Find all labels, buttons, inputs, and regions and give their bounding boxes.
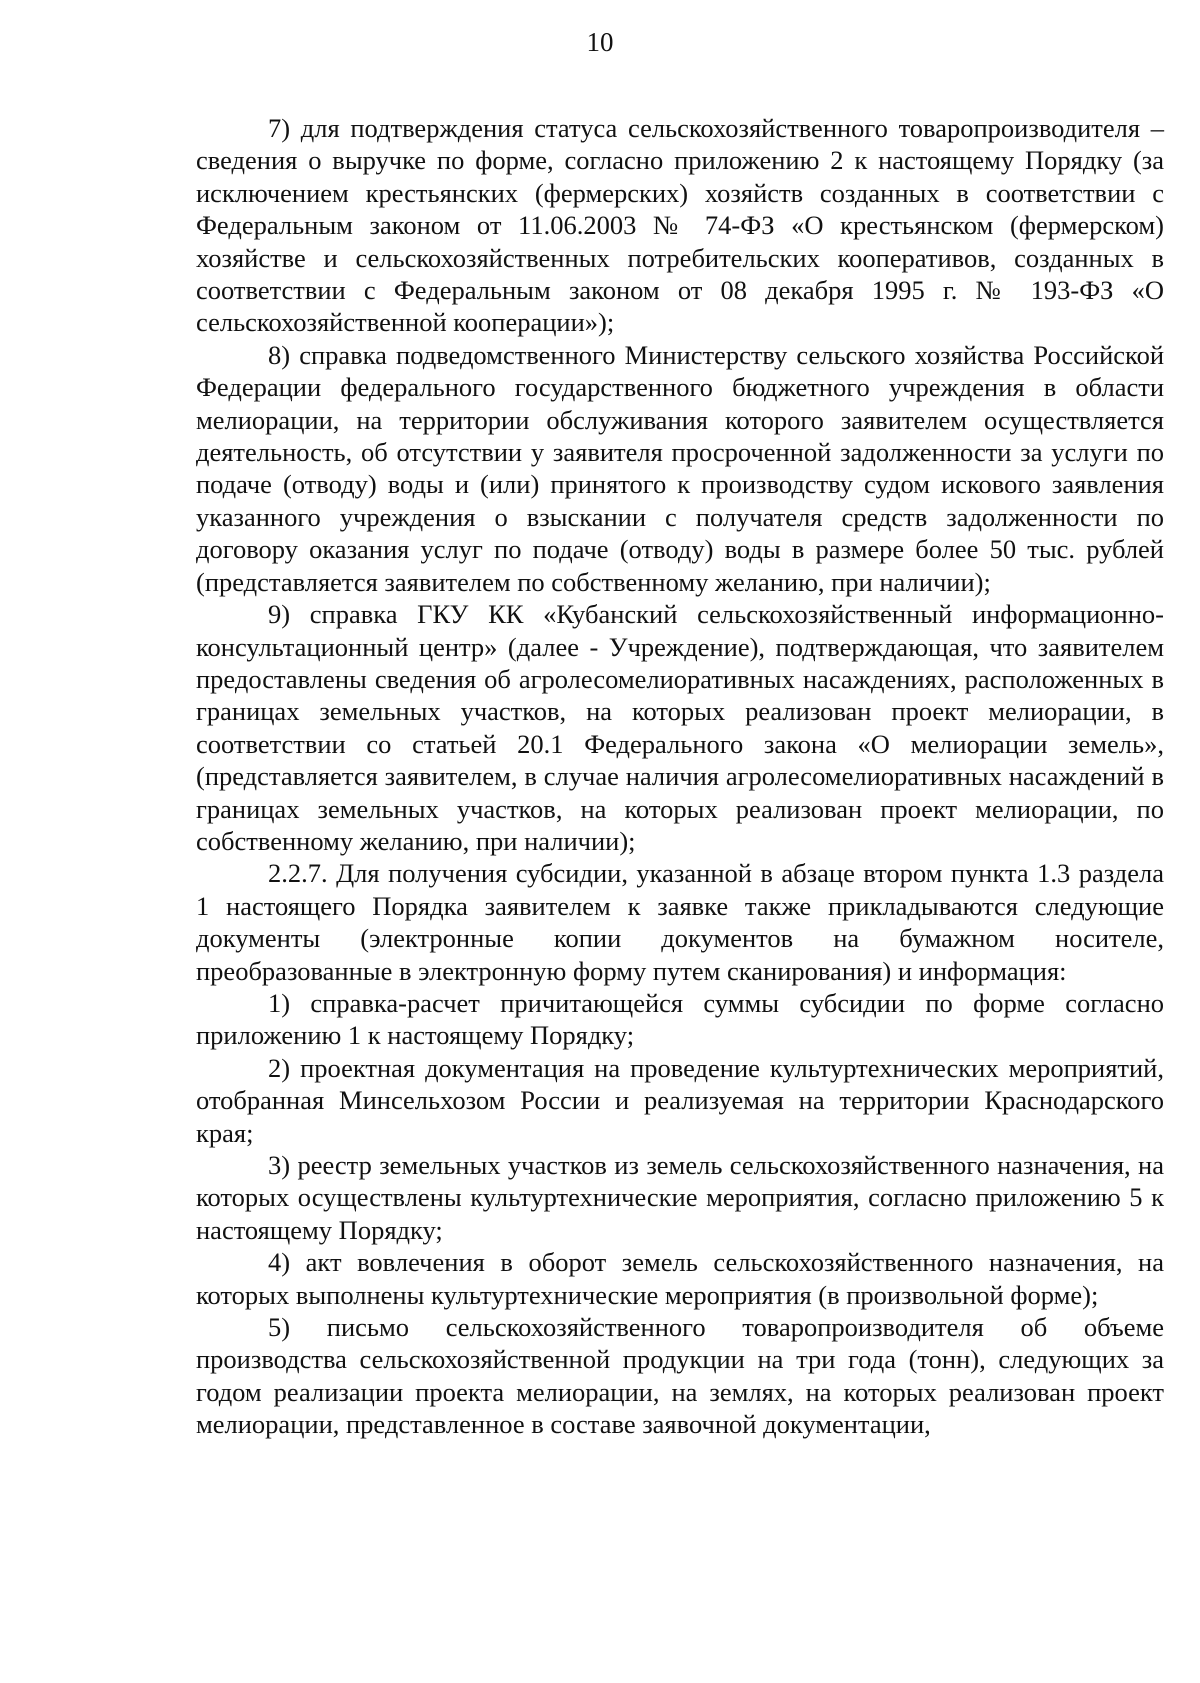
paragraph-clause-2-2-7: 2.2.7. Для получения субсидии, указанной в абзаце втором пункта 1.3 раздела 1 настоящего Порядка заявителем к заявке также прикладываются следующие документы (электронные копии документов на бумажном носителе, преобразованные в электронную форму путем сканирования) и информация: — [196, 858, 1164, 986]
paragraph-item-2: 2) проектная документация на проведение культуртехнических мероприятий, отобранная Минсельхозом России и реализуемая на территории Краснодарского края; — [196, 1052, 1164, 1148]
paragraph-item-9: 9) справка ГКУ КК «Кубанский сельскохозяйственный информационно-консультационный центр» (далее - Учреждение), подтверждающая, что заявителем предоставлены сведения об агролесомелиоративных насаждениях, расположенных в границах земельных участков, на которых реализован проект мелиорации, в соответствии со статьей 20.1 Федерального закона «О мелиорации земель», (представляется заявителем, в случае наличия агролесомелиоративных насаждений в границах земельных участков, на которых реализован проект мелиорации, по собственному желанию, при наличии); — [196, 599, 1164, 856]
paragraph-item-1: 1) справка-расчет причитающейся суммы субсидии по форме согласно приложению 1 к настоящему Порядку; — [196, 987, 1164, 1051]
paragraph-item-7: 7) для подтверждения статуса сельскохозяйственного товаропроизводителя – сведения о выручке по форме, согласно приложению 2 к настоящему Порядку (за исключением крестьянских (фермерских) хозяйств созданных в соответствии с Федеральным законом от 11.06.2003 № 74-ФЗ «О крестьянском (фермерском) хозяйстве и сельскохозяйственных потребительских кооперативов, созданных в соответствии с Федеральным законом от 08 декабря 1995 г. № 193-ФЗ «О сельскохозяйственной кооперации»); — [196, 113, 1164, 338]
page-number: 10 — [586, 27, 614, 57]
paragraph-item-8: 8) справка подведомственного Министерству сельского хозяйства Российской Федерации федерального государственного бюджетного учреждения в области мелиорации, на территории обслуживания которого заявителем осуществляется деятельность, об отсутствии у заявителя просроченной задолженности за услуги по подаче (отводу) воды и (или) принятого к производству судом искового заявления указанного учреждения о взыскании с получателя средств задолженности по договору оказания услуг по подаче (отводу) воды в размере более 50 тыс. рублей (представляется заявителем по собственному желанию, при наличии); — [196, 339, 1164, 597]
paragraph-item-5: 5) письмо сельскохозяйственного товаропроизводителя об объеме производства сельскохозяйственной продукции на три года (тонн), следующих за годом реализации проекта мелиорации, на землях, на которых реализован проект мелиорации, представленное в составе заявочной документации, — [196, 1312, 1164, 1440]
paragraph-item-3: 3) реестр земельных участков из земель сельскохозяйственного назначения, на которых осуществлены культуртехнические мероприятия, согласно приложению 5 к настоящему Порядку; — [196, 1150, 1164, 1245]
paragraph-item-4: 4) акт вовлечения в оборот земель сельскохозяйственного назначения, на которых выполнены культуртехнические мероприятия (в произвольной форме); — [196, 1247, 1164, 1310]
document-body — [196, 112, 1164, 1441]
